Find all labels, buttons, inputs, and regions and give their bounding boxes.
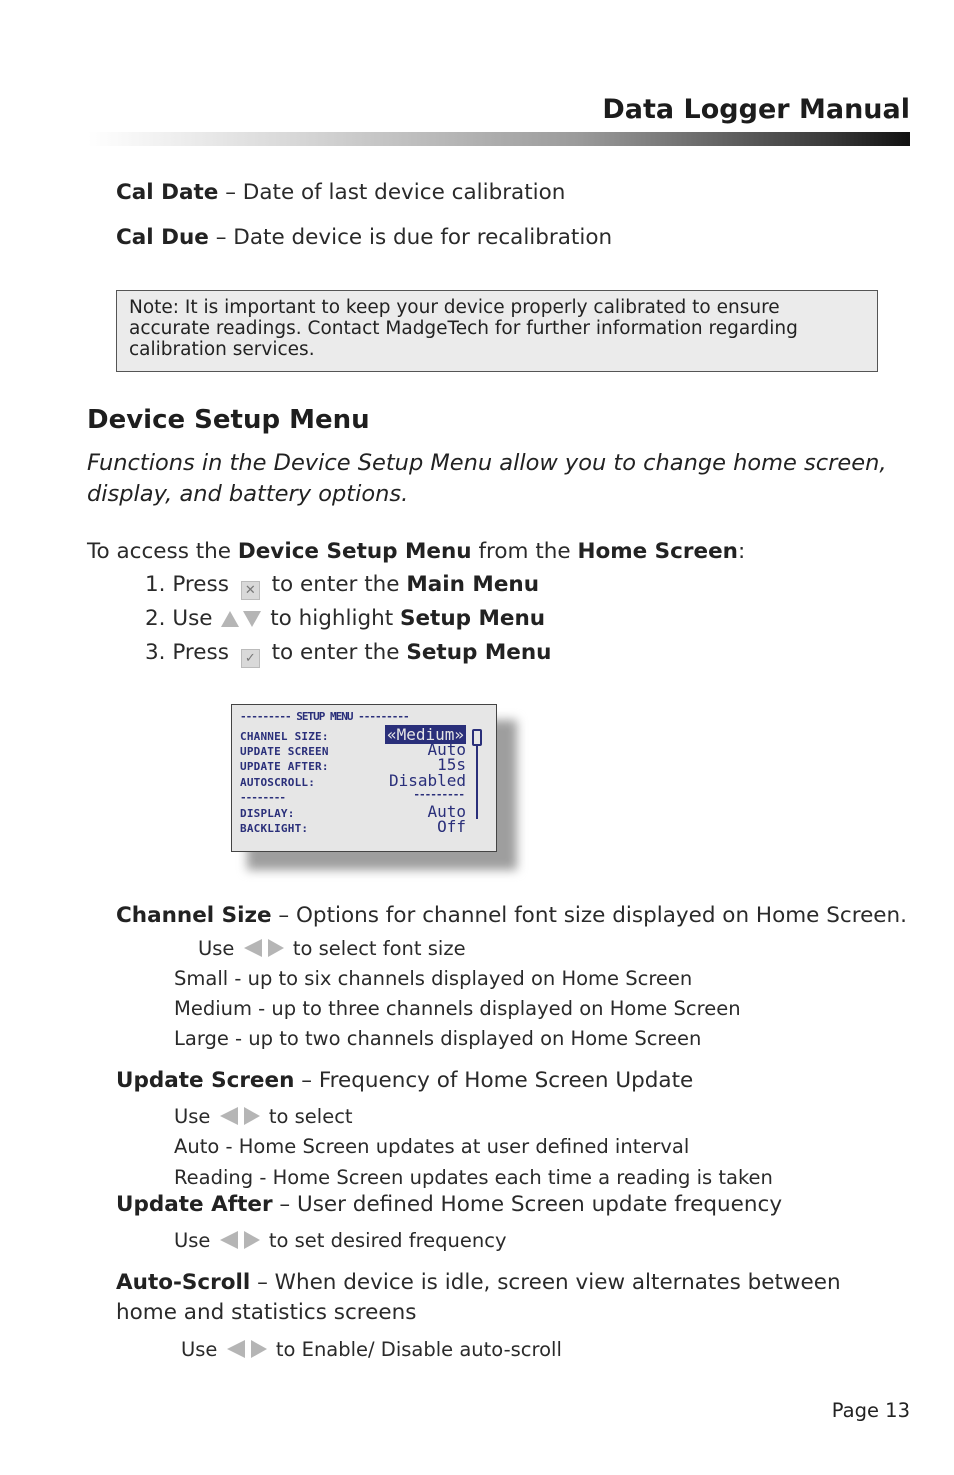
left-arrow-icon <box>220 1107 238 1125</box>
step-1-post: to enter the <box>271 572 407 597</box>
update-screen-desc: – Frequency of Home Screen Update <box>294 1068 694 1093</box>
use-label: Use <box>174 1105 211 1128</box>
use-label: Use <box>198 937 235 960</box>
left-arrow-icon <box>220 1231 238 1249</box>
auto-scroll-term: Auto-Scroll <box>116 1270 251 1295</box>
lcd-row-label: UPDATE AFTER: <box>240 760 329 773</box>
update-screen-option: Reading - Home Screen updates each time a reading is taken <box>174 1166 773 1189</box>
step-1-pre: 1. Press <box>145 572 229 597</box>
cal-due-term: Cal Due <box>116 225 209 250</box>
channel-size-option: Small - up to six channels displayed on Home Screen <box>174 967 693 990</box>
channel-size-desc: – Options for channel font size displayed on Home Screen. <box>271 903 907 928</box>
cal-date-term: Cal Date <box>116 180 219 205</box>
lcd-row-label: BACKLIGHT: <box>240 822 309 835</box>
access-bold-1: Device Setup Menu <box>237 539 472 564</box>
cal-due-line <box>116 225 612 250</box>
lcd-title: --------- SETUP MENU --------- <box>240 710 409 723</box>
lcd-divider-right: --------- <box>413 788 464 801</box>
auto-scroll-desc: – When device is idle, screen view alternates between <box>250 1270 841 1295</box>
step-3 <box>145 640 551 668</box>
access-text-3: : <box>738 539 746 564</box>
down-arrow-icon <box>243 611 261 627</box>
page-number: Page 13 <box>831 1399 910 1422</box>
lcd-scrollbar-thumb <box>472 729 482 746</box>
step-3-bold: Setup Menu <box>406 640 552 665</box>
auto-scroll-use <box>181 1338 562 1361</box>
cal-due-desc: – Date device is due for recalibration <box>208 225 613 250</box>
right-arrow-icon <box>268 939 284 957</box>
use-label: Use <box>181 1338 218 1361</box>
update-after-line <box>116 1192 782 1217</box>
lcd-row-label: UPDATE SCREEN <box>240 745 329 758</box>
setup-menu-lcd <box>231 704 497 852</box>
update-screen-option: Auto - Home Screen updates at user defined interval <box>174 1135 690 1158</box>
access-intro <box>87 539 745 564</box>
update-after-use <box>174 1229 507 1252</box>
lcd-row-value: Auto <box>427 802 466 821</box>
step-2-bold: Setup Menu <box>399 606 546 631</box>
lcd-row-value: Disabled <box>388 771 466 790</box>
auto-scroll-line <box>116 1270 841 1295</box>
update-after-desc: – User defined Home Screen update frequency <box>272 1192 783 1217</box>
right-arrow-icon <box>244 1231 260 1249</box>
access-text-2: from the <box>471 539 578 564</box>
channel-size-option: Medium - up to three channels displayed on Home Screen <box>174 997 741 1020</box>
manual-title: Data Logger Manual <box>602 94 910 125</box>
update-screen-use <box>174 1105 353 1128</box>
lcd-row-value: Auto <box>427 740 466 759</box>
use-desc: to set desired frequency <box>268 1229 507 1252</box>
lcd-divider-left: -------- <box>240 791 285 804</box>
right-arrow-icon <box>251 1340 267 1358</box>
section-intro: Functions in the Device Setup Menu allow you to change home screen, display, and battery options. <box>87 450 887 507</box>
channel-size-line <box>116 903 907 928</box>
lcd-row-value: 15s <box>437 755 466 774</box>
step-2-post: to highlight <box>270 606 400 631</box>
access-text-1: To access the <box>87 539 238 564</box>
update-screen-term: Update Screen <box>116 1068 295 1093</box>
cancel-button-icon: ✕ <box>241 581 260 600</box>
up-arrow-icon <box>221 611 239 627</box>
section-title: Device Setup Menu <box>87 405 370 435</box>
step-1-bold: Main Menu <box>406 572 540 597</box>
step-3-pre: 3. Press <box>145 640 229 665</box>
right-arrow-icon <box>244 1107 260 1125</box>
cal-date-line <box>116 180 565 205</box>
left-arrow-icon <box>244 939 262 957</box>
update-screen-line <box>116 1068 693 1093</box>
lcd-highlight-value: «Medium» <box>386 725 464 744</box>
channel-size-option: Large - up to two channels displayed on Home Screen <box>174 1027 702 1050</box>
check-button-icon: ✓ <box>241 649 260 668</box>
auto-scroll-line-2: home and statistics screens <box>116 1300 417 1325</box>
access-bold-2: Home Screen <box>577 539 738 564</box>
left-arrow-icon <box>227 1340 245 1358</box>
lcd-row-value: Off <box>437 817 466 836</box>
step-2 <box>145 606 545 631</box>
cal-date-desc: – Date of last device calibration <box>218 180 566 205</box>
calibration-note: Note: It is important to keep your device properly calibrated to ensure accurate readings. Contact MadgeTech for further information regarding calibration services. <box>116 290 878 372</box>
channel-size-use <box>198 937 466 960</box>
lcd-row-label: DISPLAY: <box>240 807 295 820</box>
step-1 <box>145 572 539 600</box>
use-desc: to select font size <box>292 937 466 960</box>
step-3-post: to enter the <box>271 640 407 665</box>
lcd-row-label: CHANNEL SIZE: <box>240 730 329 743</box>
update-after-term: Update After <box>116 1192 273 1217</box>
use-desc: to Enable/ Disable auto-scroll <box>275 1338 562 1361</box>
lcd-row-label: AUTOSCROLL: <box>240 776 316 789</box>
channel-size-term: Channel Size <box>116 903 272 928</box>
use-label: Use <box>174 1229 211 1252</box>
header-gradient-bar <box>88 132 910 146</box>
use-desc: to select <box>268 1105 353 1128</box>
step-2-pre: 2. Use <box>145 606 213 631</box>
